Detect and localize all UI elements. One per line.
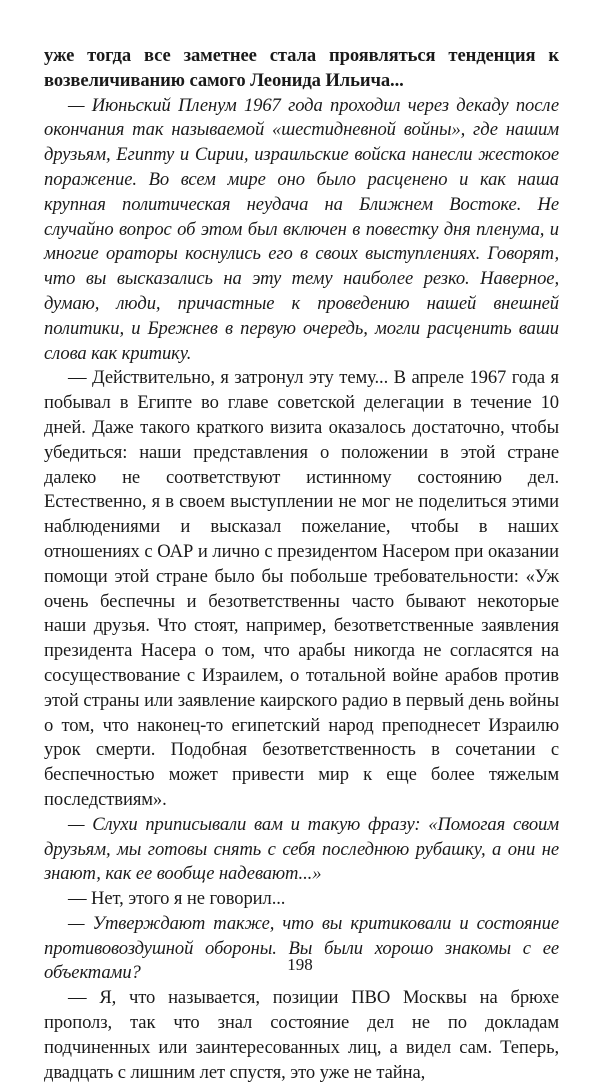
paragraph-continuation: уже тогда все заметнее стала проявляться тенденция к возвеличиванию самого Леонида Ильича... <box>44 45 559 91</box>
question-paragraph: — Утверждают также, что вы критиковали и состояние противовоздушной обороны. Вы были хорошо знакомы с ее объектами? <box>44 912 559 984</box>
body-text <box>44 44 559 1085</box>
question-paragraph: — Июньский Пленум 1967 года проходил через декаду после окончания так называемой «шестидневной войны», где нашим друзьям, Египту и Сирии, израильские войска нанесли жестокое поражение. Во всем мире оно было расценено и как наша крупная политическая неудача на Ближнем Востоке. Не случайно вопрос об этом был включен в повестку дня пленума, и многие ораторы коснулись его в своих выступлениях. Говорят, что вы высказались на эту тему наиболее резко. Наверное, думаю, люди, причастные к проведению нашей внешней политики, и Брежнев в первую очередь, могли расценить ваши слова как критику. <box>44 94 559 364</box>
question-paragraph: — Слухи приписывали вам и такую фразу: «Помогая своим друзьям, мы готовы снять с себя последнюю рубашку, а они не знают, как ее вообще надевают...» <box>44 813 559 885</box>
page-number: 198 <box>287 955 313 974</box>
answer-paragraph: — Действительно, я затронул эту тему... В апреле 1967 года я побывал в Египте во главе советской делегации в течение 10 дней. Даже такого краткого визита оказалось достаточно, чтобы убедиться: наши представления о положении в этой стране далеко не соответствуют истинному состоянию дел. Естественно, я в своем выступлении не мог не поделиться этими наблюдениями и высказал пожелание, чтобы в наших отношениях с ОАР и лично с президентом Насером при оказании помощи этой стране было бы побольше требовательности: «Уж очень беспечны и безответственны часто бывают некоторые наши друзья. Что стоят, например, безответственные заявления президента Насера о том, что арабы никогда не согласятся на сосуществование с Израилем, о тотальной войне арабов против этой страны или заявление каирского радио в первый день войны о том, что наконец-то египетский народ преподнесет Израилю урок смерти. Подобная безответственность в сочетании с беспечностью может привести мир к еще более тяжелым последствиям». <box>44 367 559 810</box>
answer-paragraph: — Нет, этого я не говорил... <box>68 888 286 910</box>
answer-paragraph: — Я, что называется, позиции ПВО Москвы на брюхе прополз, так что знал состояние дел не по докладам подчиненных или заинтересованных лиц, а видел сам. Теперь, двадцать с лишним лет спустя, это уже не тайна, <box>44 987 559 1083</box>
book-page <box>44 44 559 1085</box>
